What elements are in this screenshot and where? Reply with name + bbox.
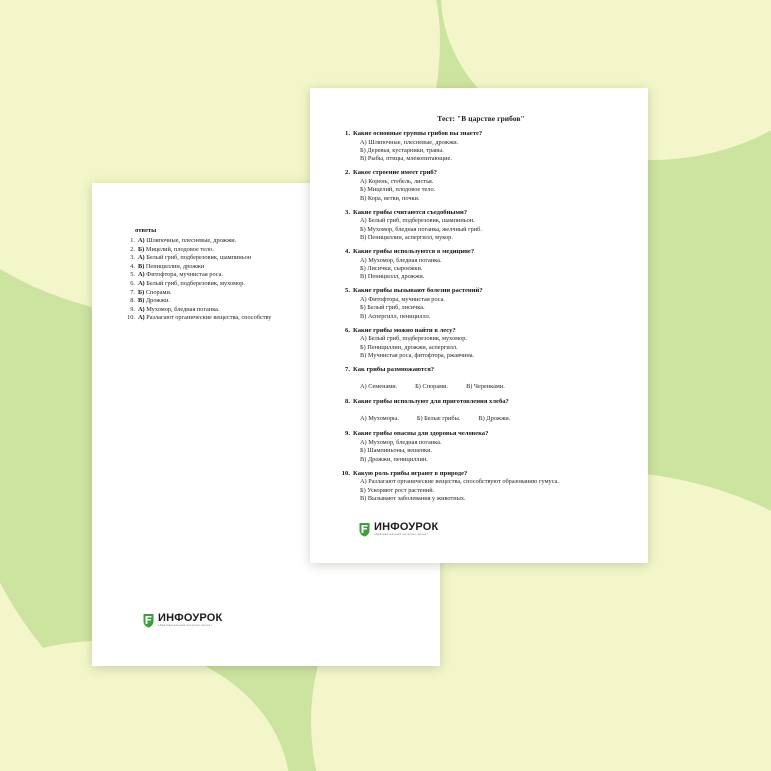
answer-option[interactable]: Б) Лисички, сыроежки. [360,265,423,273]
question-text: Какие грибы считаются съедобными? [353,208,468,216]
page-title: Тест: "В царстве грибов" [437,114,525,123]
logo-text-block [374,522,438,537]
answer-option[interactable]: В) Рыбы, птицы, млекопитающие. [360,155,452,163]
answer-letter: В) [138,262,145,270]
answers-title: ответы [135,227,157,234]
answer-letter: А) [138,305,145,313]
answer-letter: А) [138,237,145,244]
answer-option[interactable]: А) Корень, стебель, листья. [360,178,434,186]
answer-option[interactable]: А) Фитофтора, мучнистая роса. [360,295,445,303]
answer-options [353,407,626,425]
question-text: Как грибы размножаются? [353,365,435,373]
logo-infourok-test [358,522,438,537]
answer-letter: Б) [138,245,145,253]
answer-option[interactable]: Б) Мицелий, плодовое тело. [360,186,436,194]
answer-text: Фитофтора, мучнистая роса. [144,271,224,279]
infourok-leaf-icon [142,613,155,628]
logo-subtitle: образовательный интернет-проект [374,533,429,537]
answer-options [353,139,626,164]
answer-option[interactable]: А) Мухоморы. [360,414,399,422]
answer-option[interactable]: А) Разлагают органические вещества, способствуют образованию гумуса. [360,478,559,486]
answer-option[interactable]: А) Мухомор, бледная поганка. [360,256,442,264]
answer-option[interactable]: В) Дрожжи, пенициллин. [360,455,428,463]
question-item [336,398,626,425]
question-text: Какие основные группы грибов вы знаете? [353,130,483,137]
answer-option[interactable]: А) Белый гриб, подберезовик, шампиньон. [360,217,475,225]
question-item [336,169,626,203]
question-item [336,209,626,243]
answer-option[interactable]: Б) Спорами. [415,382,449,390]
question-text: Какие грибы используют для приготовления хлеба? [353,398,509,406]
answer-text: Белый гриб, подберезовик, шампиньон [144,254,252,262]
answer-text: Разлагают органические вещества, способству [144,314,272,322]
answer-options [353,478,626,503]
answer-letter: В) [138,297,145,305]
logo-subtitle: образовательный интернет-проект [158,624,213,628]
answer-letter: А) [138,314,145,322]
answer-options [353,439,626,464]
answer-text: Белый гриб, подберезовик, мухомор. [144,279,245,287]
question-item [336,130,626,164]
answer-option[interactable]: А) Мухомор, бледная поганка. [360,439,442,447]
answer-text: Мицелий, плодовое тело. [144,245,214,253]
answer-text: Шляпочные, плесневые, дрожжи. [144,237,237,244]
answer-letter: А) [138,254,145,262]
logo-wordmark: ИНФОУРОК [158,612,223,625]
question-text: Какие грибы вызывают болезни растений? [353,287,483,295]
answer-option[interactable]: Б) Белые грибы. [416,414,461,422]
logo-wordmark: ИНФОУРОК [374,521,439,534]
answer-text: Пенициллин, дрожжи [144,262,205,270]
answer-option[interactable]: А) Шляпочные, плесневые, дрожжи. [360,138,459,146]
question-text: Какие грибы используются в медицине? [353,247,475,255]
answer-option[interactable]: Б) Деревья, кустарники, травы. [360,147,444,155]
answer-option[interactable]: А) Белый гриб, подберезовик, мухомор. [360,335,467,343]
question-item [336,287,626,321]
answer-text: Дрожжи. [144,297,170,305]
answer-option[interactable]: А) Семенами. [360,382,398,390]
answer-options [353,335,626,360]
question-item [336,366,626,393]
answer-option[interactable]: В) Дрожжи. [478,414,511,422]
question-item [336,430,626,464]
answer-letter: Б) [138,288,145,296]
logo-text-block [158,613,222,628]
question-item [336,470,626,504]
answer-option[interactable]: В) Пенициллин, аспергилл, мукор. [360,234,453,242]
questions-list [336,130,626,503]
question-text: Какие грибы можно найти в лесу? [353,326,456,334]
infourok-leaf-icon [358,522,371,537]
answer-text: Мухомор, бледная поганка. [144,305,220,313]
answer-options [353,296,626,321]
answer-options [353,375,626,393]
answer-option[interactable]: Б) Ускоряют рост растений. [360,486,435,494]
question-item [336,248,626,282]
logo-infourok-answers [142,613,222,628]
question-text: Какую роль грибы играют в природе? [353,469,468,477]
test-document-page[interactable] [310,88,648,563]
answer-option[interactable]: В) Мучнистая роса, фитофтора, ржавчина. [360,352,475,360]
answer-option[interactable]: В) Аспергилл, пенициллл. [360,312,431,320]
answer-option[interactable]: Б) Белый гриб, лисичка. [360,304,425,312]
answer-options [353,178,626,203]
question-text: Какие грибы опасны для здоровья человека? [353,430,489,438]
answer-letter: А) [138,279,145,287]
answer-option[interactable]: Б) Шампиньоны, вешенки. [360,447,433,455]
answer-options [353,217,626,242]
answer-text: Спорами. [144,288,172,296]
answer-letter: А) [138,271,145,279]
answer-option[interactable]: В) Кора, ветви, почки. [360,194,420,202]
answer-option[interactable]: Б) Мухомор, бледная поганка, желчный гриб. [360,225,482,233]
answer-options [353,257,626,282]
answer-option[interactable]: В) Пенициллл, дрожжи. [360,273,425,281]
answer-option[interactable]: В) Черенками. [466,382,505,390]
answer-option[interactable]: Б) Пенициллин, дрожжи, аспергилл. [360,343,458,351]
answer-option[interactable]: В) Вызывают заболевания у животных. [360,495,466,503]
question-item [336,327,626,361]
question-text: Какое строение имеет гриб? [353,169,437,177]
